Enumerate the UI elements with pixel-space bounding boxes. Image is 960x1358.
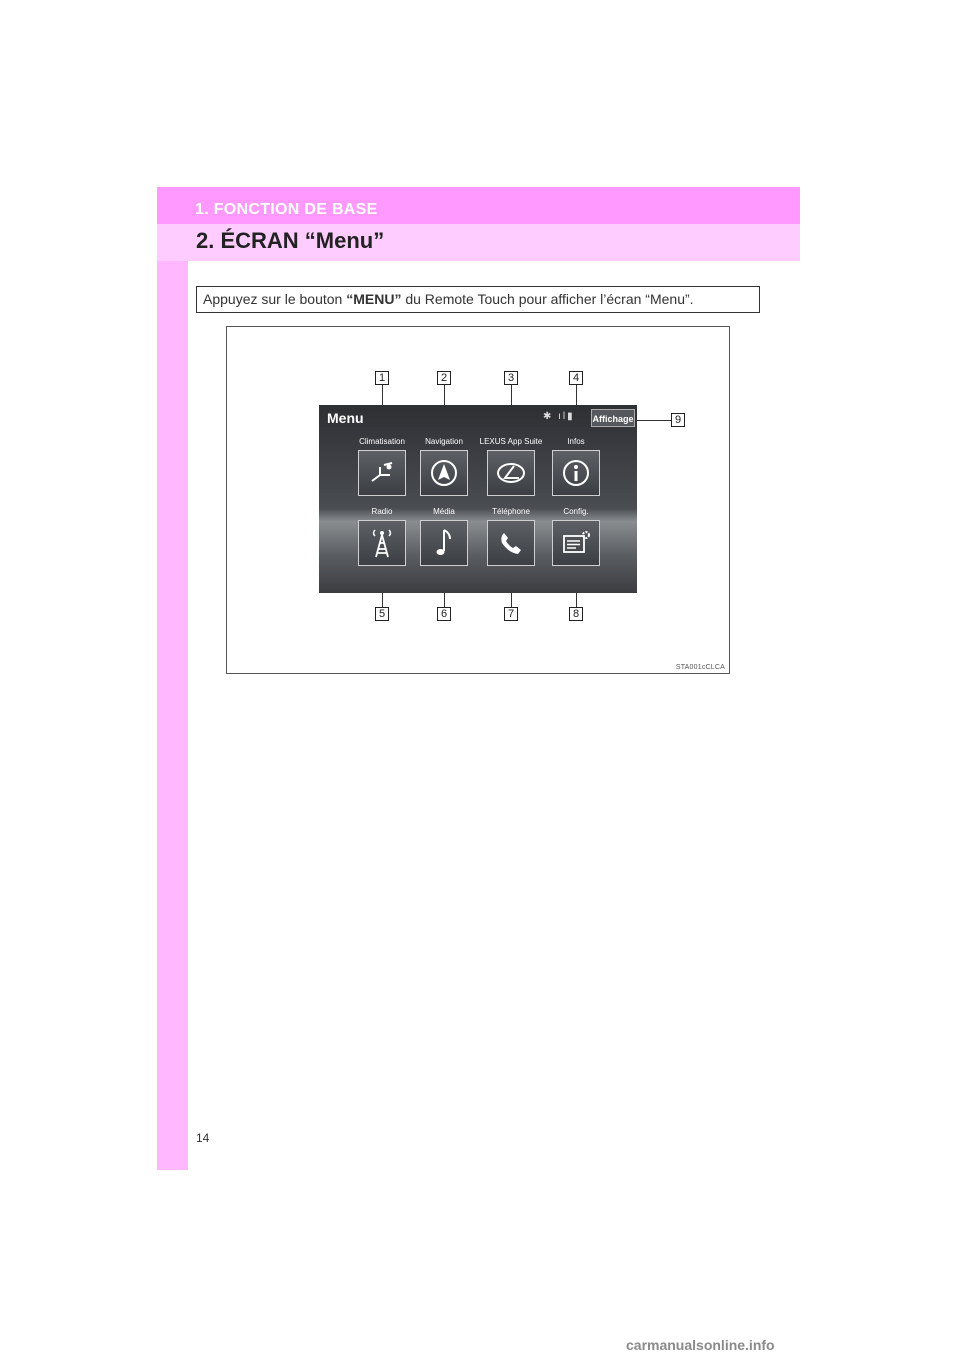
app-label-lexus-app-suite: LEXUS App Suite <box>479 437 543 446</box>
instruction-button-name: “MENU” <box>346 291 402 307</box>
instruction-text-before: Appuyez sur le bouton <box>203 291 347 307</box>
menu-screen-figure <box>226 326 730 674</box>
affichage-button[interactable]: Affichage <box>591 409 635 427</box>
climatisation-button[interactable] <box>358 450 406 496</box>
app-label-config: Config. <box>563 507 589 516</box>
navigation-button[interactable] <box>420 450 468 496</box>
status-icons: ✱ ıl▮ <box>543 411 575 422</box>
callout-2: 2 <box>437 371 451 385</box>
callout-8: 8 <box>569 607 583 621</box>
app-label-media: Média <box>433 507 455 516</box>
callout-4: 4 <box>569 371 583 385</box>
radio-icon <box>368 527 396 559</box>
screen-title: Menu <box>327 410 364 426</box>
leader-line-9 <box>637 420 671 421</box>
config-button[interactable] <box>552 520 600 566</box>
info-icon <box>561 458 591 488</box>
page-number: 14 <box>196 1131 210 1145</box>
menu-screen <box>319 405 637 593</box>
app-label-navigation: Navigation <box>425 437 463 446</box>
telephone-button[interactable] <box>487 520 535 566</box>
callout-7: 7 <box>504 607 518 621</box>
app-label-climatisation: Climatisation <box>359 437 405 446</box>
instruction-box <box>196 286 760 313</box>
phone-icon <box>497 529 525 557</box>
left-margin-strip <box>157 187 188 1170</box>
callout-6: 6 <box>437 607 451 621</box>
app-label-radio: Radio <box>371 507 393 516</box>
callout-1: 1 <box>375 371 389 385</box>
lexus-icon <box>495 461 527 485</box>
media-button[interactable] <box>420 520 468 566</box>
app-label-telephone: Téléphone <box>492 507 530 516</box>
radio-button[interactable] <box>358 520 406 566</box>
infos-button[interactable] <box>552 450 600 496</box>
callout-9: 9 <box>671 413 685 427</box>
watermark: carmanualsonline.info <box>626 1337 775 1353</box>
page-heading: 2. ÉCRAN “Menu” <box>196 228 385 253</box>
instruction-text-after: du Remote Touch pour afficher l’écran “Menu”. <box>401 291 694 307</box>
figure-code: STA001cCLCA <box>675 664 725 671</box>
lexus-app-suite-button[interactable] <box>487 450 535 496</box>
navigation-icon <box>429 458 459 488</box>
app-label-infos: Infos <box>567 437 585 446</box>
callout-3: 3 <box>504 371 518 385</box>
settings-icon <box>560 529 592 557</box>
music-note-icon <box>432 527 456 559</box>
climate-icon <box>368 461 396 485</box>
section-title: 1. FONCTION DE BASE <box>195 201 378 218</box>
callout-5: 5 <box>375 607 389 621</box>
